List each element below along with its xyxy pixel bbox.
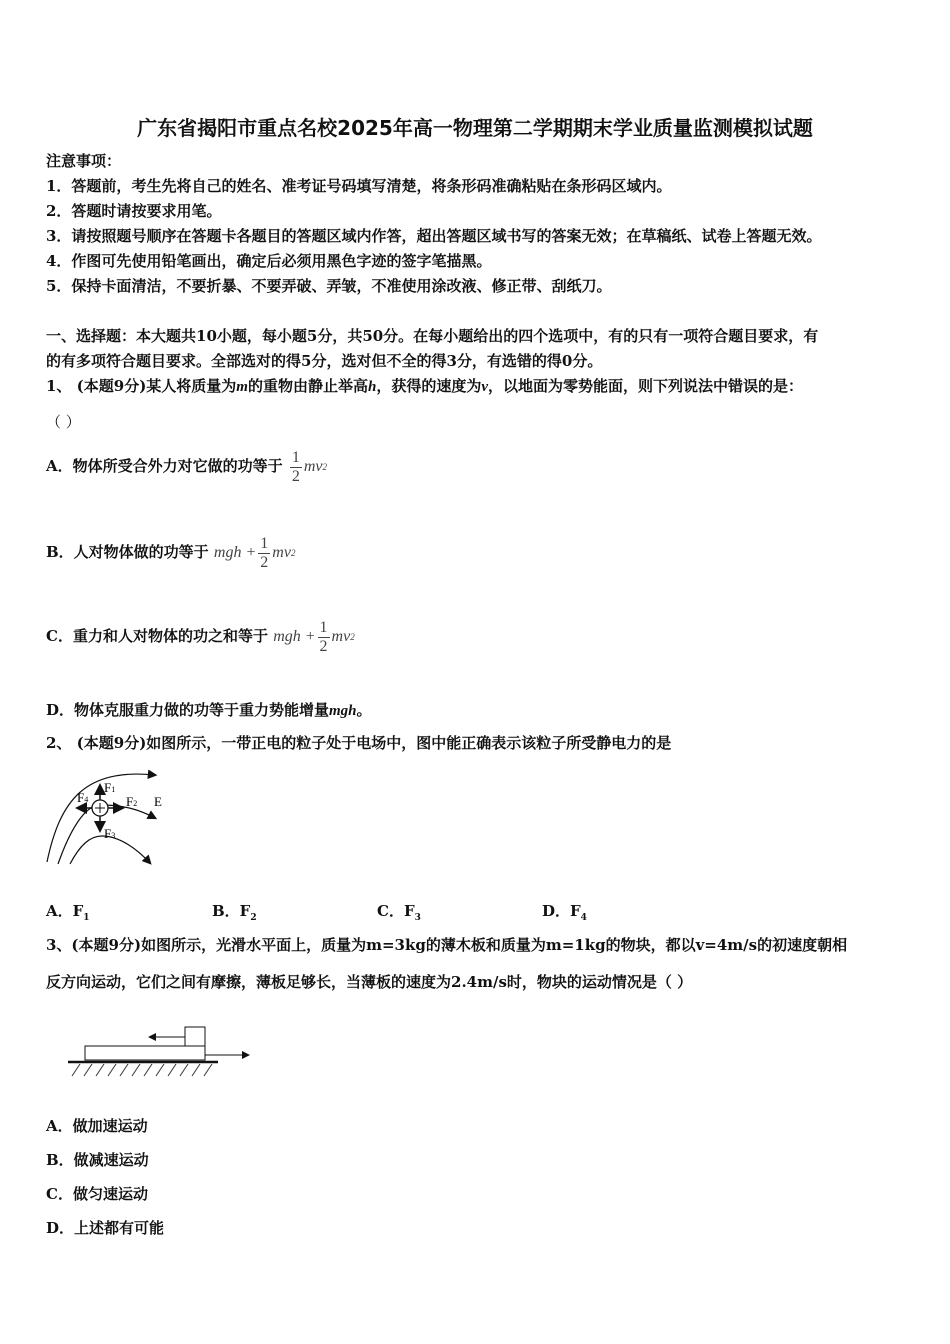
svg-text:F1: F1: [104, 780, 116, 795]
q3-stem: 3、(本题9分)如图所示，光滑水平面上，质量为m=3kg的薄木板和质量为m=1kg的物块，都以v=4m/s的初速度朝相: [46, 936, 848, 954]
electric-field-figure: [40, 760, 240, 875]
q3-option-a[interactable]: A．做加速运动: [46, 1117, 148, 1135]
formula: mgh + $\frac{1}{2}$ mv 2: [213, 534, 296, 571]
q1-stem: 1、 (本题9分)某人将质量为m的重物由静止举高h，获得的速度为v，以地面为零势能面，则下列说法中错误的是：: [46, 377, 804, 395]
q3-option-d[interactable]: D．上述都有可能: [46, 1219, 165, 1237]
notice-item: 3．请按照题号顺序在答题卡各题目的答题区域内作答，超出答题区域书写的答案无效；在草稿纸、试卷上答题无效。: [46, 227, 822, 245]
notice-item: 1．答题前，考生先将自己的姓名、准考证号码填写清楚，将条形码准确粘贴在条形码区域内。: [46, 177, 672, 195]
notice-item: 4．作图可先使用铅笔画出，确定后必须用黑色字迹的签字笔描黑。: [46, 252, 492, 270]
svg-text:F2: F2: [126, 794, 138, 809]
notice-item: 2．答题时请按要求用笔。: [46, 202, 222, 220]
section-instructions: 的有多项符合题目要求。全部选对的得5分，选对但不全的得3分，有选错的得0分。: [46, 352, 603, 370]
q1-option-b[interactable]: B．人对物体做的功等于 mgh + $\frac{1}{2}$ mv 2: [46, 532, 295, 573]
q2-option-c[interactable]: C．$F_3$: [377, 902, 421, 923]
q3-option-b[interactable]: B．做减速运动: [46, 1151, 149, 1169]
svg-text:F3: F3: [104, 826, 116, 841]
q3-stem: 反方向运动，它们之间有摩擦，薄板足够长，当薄板的速度为2.4m/s时，物块的运动情况是（ ）: [46, 973, 693, 991]
q1-option-c[interactable]: C．重力和人对物体的功之和等于 mgh + $\frac{1}{2}$ mv 2: [46, 616, 355, 657]
formula: mgh + $\frac{1}{2}$ mv 2: [273, 618, 355, 655]
q2-option-d[interactable]: D．$F_4$: [542, 902, 587, 923]
formula: $\frac{1}{2}$ mv 2: [291, 448, 328, 485]
q1-option-d[interactable]: D．物体克服重力做的功等于重力势能增量mgh。: [46, 701, 372, 719]
q2-stem: 2、 (本题9分)如图所示，一带正电的粒子处于电场中，图中能正确表示该粒子所受静电力的是: [46, 734, 672, 752]
board-block-figure: [60, 1020, 260, 1085]
svg-text:E: E: [154, 794, 162, 809]
notice-item: 5．保持卡面清洁，不要折暴、不要弄破、弄皱，不准使用涂改液、修正带、刮纸刀。: [46, 277, 612, 295]
q2-option-a[interactable]: A．$F_1$: [46, 902, 90, 923]
q2-option-b[interactable]: B．$F_2$: [212, 902, 257, 923]
section-instructions: 一、选择题：本大题共10小题，每小题5分，共50分。在每小题给出的四个选项中，有的只有一项符合题目要求，有: [46, 327, 819, 345]
svg-text:F4: F4: [77, 790, 89, 805]
answer-paren: （ ）: [46, 413, 81, 431]
notice-heading: 注意事项：: [46, 152, 122, 170]
q3-option-c[interactable]: C．做匀速运动: [46, 1185, 148, 1203]
q1-option-a[interactable]: A．物体所受合外力对它做的功等于 $\frac{1}{2}$ mv 2: [46, 446, 327, 487]
page-title: 广东省揭阳市重点名校2025年高一物理第二学期期末学业质量监测模拟试题: [137, 116, 813, 140]
